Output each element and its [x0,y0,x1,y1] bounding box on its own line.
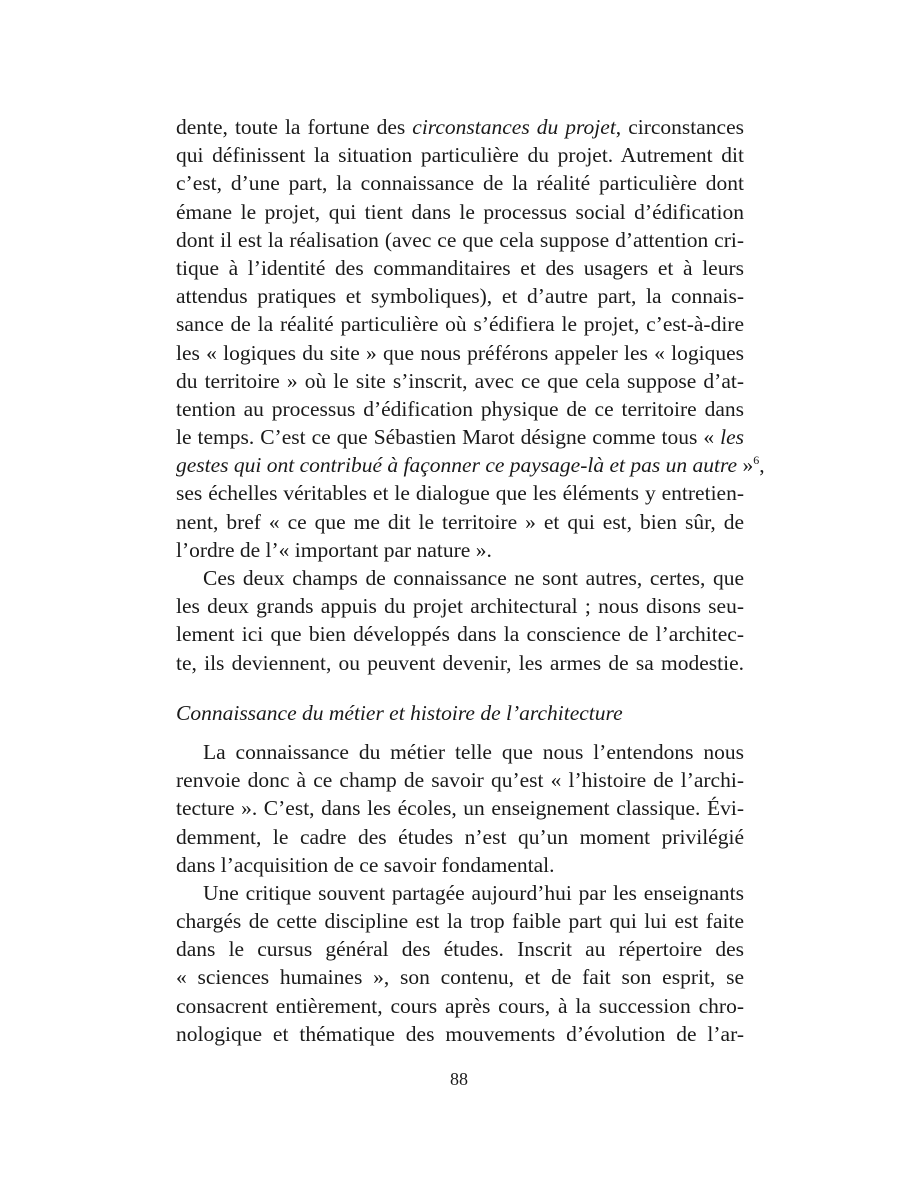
text-run: » [737,453,754,478]
text-line: c’est, d’une part, la connaissance de la réalité particulière dont [176,171,744,196]
text-line: du territoire » où le site s’inscrit, avec ce que cela suppose d’at- [176,368,744,393]
text-run: le temps. C’est ce que Sébastien Marot désigne comme tous « [176,425,721,450]
page-number: 88 [450,1069,468,1089]
text-line: qui définissent la situation particulière du projet. Autrement dit [176,143,744,168]
text-line: ses échelles véritables et le dialogue que les éléments y entretien- [176,481,744,506]
text-line [176,423,744,451]
text-line: les « logiques du site » que nous préférons appeler les « logiques [176,340,744,365]
text-line: émane le projet, qui tient dans le processus social d’édification [176,199,744,224]
paragraph-2 [176,564,744,677]
text-line: tique à l’identité des commanditaires et des usagers et à leurs [176,255,744,280]
text-line: « sciences humaines », son contenu, et de fait son esprit, se [176,965,744,990]
text-line: tecture ». C’est, dans les écoles, un enseignement classique. Évi- [176,796,744,821]
paragraph-1 [176,113,765,564]
text-line: attendus pratiques et symboliques), et d’autre part, la connais- [176,284,744,309]
text-line: nent, bref « ce que me dit le territoire » et qui est, bien sûr, de [176,509,744,534]
text-line: dans le cursus général des études. Inscrit au répertoire des [176,937,744,962]
italic-text: circonstances du projet [412,115,616,139]
footnote-reference[interactable]: 6 [753,453,760,468]
text-line: chargés de cette discipline est la trop faible part qui lui est faite [176,909,744,934]
text-line: Une critique souvent partagée aujourd’hui par les enseignants [203,880,744,905]
text-run: dente, toute la fortune des [176,115,413,139]
text-line: renvoie donc à ce champ de savoir qu’est « l’histoire de l’archi- [176,768,744,793]
paragraph-4 [176,879,744,1048]
text-line: te, ils deviennent, ou peuvent devenir, les armes de sa modestie. [176,650,744,675]
section-heading: Connaissance du métier et histoire de l’architecture [176,700,623,725]
text-line: l’ordre de l’« important par nature ». [176,537,492,562]
text-line: les deux grands appuis du projet architectural ; nous disons seu- [176,594,744,619]
text-run: , [759,453,765,478]
text-line: dans l’acquisition de ce savoir fondamental. [176,852,555,877]
text-line: consacrent entièrement, cours après cours, à la succession chro- [176,993,744,1018]
text-line: nologique et thématique des mouvements d’évolution de l’ar- [176,1021,744,1046]
text-line: lement ici que bien développés dans la conscience de l’architec- [176,622,744,647]
text-line [176,451,765,479]
text-line: sance de la réalité particulière où s’édifiera le projet, c’est-à-dire [176,312,744,337]
text-line: dont il est la réalisation (avec ce que cela suppose d’attention cri- [176,227,744,252]
text-run: , circonstances [615,115,744,139]
text-line: La connaissance du métier telle que nous l’entendons nous [203,739,744,764]
paragraph-3 [176,738,744,879]
page-body [176,113,765,1048]
text-line: Ces deux champs de connaissance ne sont autres, certes, que [203,566,744,590]
text-line: tention au processus d’édification physique de ce territoire dans [176,396,744,421]
italic-text: les [720,425,744,450]
text-line: demment, le cadre des études n’est qu’un moment privilégié [176,824,744,849]
text-line [176,113,744,141]
italic-quote: gestes qui ont contribué à façonner ce paysage-là et pas un autre [176,453,738,478]
